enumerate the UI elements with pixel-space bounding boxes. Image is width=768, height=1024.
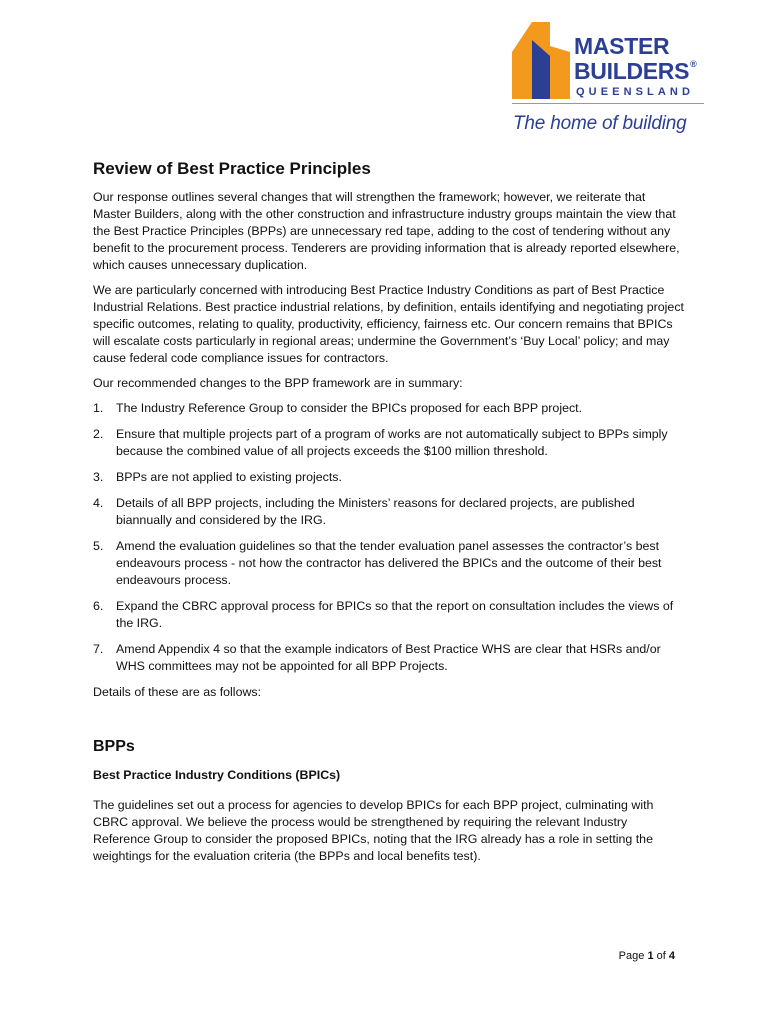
list-item-text: Expand the CBRC approval process for BPICs so that the report on consultation includes the views of the IRG. [116, 599, 674, 630]
of-label: of [656, 950, 666, 962]
list-item-text: Amend the evaluation guidelines so that the tender evaluation panel assesses the contractor’s best endeavours process - not how the contractor has delivered the BPICs and the outcome of their best endeavours process. [116, 539, 662, 587]
page-number [619, 950, 675, 962]
logo-wordmark [574, 35, 697, 98]
list-number: 7. [93, 642, 104, 656]
list-number: 4. [93, 496, 104, 510]
logo-divider [512, 103, 704, 104]
logo-word-master: MASTER [574, 33, 670, 59]
summary-intro: Our recommended changes to the BPP framework are in summary: [93, 376, 463, 390]
list-item [93, 641, 685, 675]
list-item [93, 495, 685, 529]
logo-word-queensland: QUEENSLAND [576, 86, 695, 98]
list-item-text: BPPs are not applied to existing projects. [116, 470, 342, 484]
current-page: 1 [647, 950, 654, 962]
list-number: 6. [93, 599, 104, 613]
logo-tagline: The home of building [513, 113, 687, 134]
list-item-text: Ensure that multiple projects part of a program of works are not automatically subject to BPPs simply because the combined value of all projects exceeds the $100 million threshold. [116, 427, 668, 458]
details-intro: Details of these are as follows: [93, 685, 262, 699]
list-item [93, 469, 685, 486]
page-label: Page [618, 950, 645, 962]
list-item [93, 426, 685, 460]
section-heading-bpps: BPPs [93, 738, 135, 755]
document-title: Review of Best Practice Principles [93, 159, 371, 178]
list-item [93, 538, 685, 589]
list-number: 2. [93, 427, 104, 441]
total-pages: 4 [668, 950, 675, 962]
recommendations-list [93, 400, 685, 675]
intro-paragraph-2: We are particularly concerned with introducing Best Practice Industry Conditions as part of Best Practice Industrial Relations. Best practice industrial relations, by definition, entails identifying and negotiating project specific outcomes, relating to quality, productivity, efficiency, fairness etc. Our concern remains that BPICs will escalate costs particularly in regional areas; undermine the Government’s ‘Buy Local’ policy; and may cause federal code compliance issues for contractors. [93, 283, 684, 365]
intro-paragraph-1: Our response outlines several changes that will strengthen the framework; however, we reiterate that Master Builders, along with the other construction and infrastructure industry groups maintain the view that the Best Practice Principles (BPPs) are unnecessary red tape, adding to the cost of tendering without any benefit to the procurement process. Tenderers are providing information that is already reported elsewhere, which causes unnecessary duplication. [93, 190, 680, 272]
list-number: 1. [93, 401, 104, 415]
registered-mark: ® [690, 59, 697, 69]
list-item-text: The Industry Reference Group to consider the BPICs proposed for each BPP project. [116, 401, 583, 415]
list-item-text: Amend Appendix 4 so that the example indicators of Best Practice WHS are clear that HSRs and/or WHS committees may not be appointed for all BPP Projects. [116, 642, 661, 673]
subsection-heading-bpics: Best Practice Industry Conditions (BPICs) [93, 768, 341, 782]
list-number: 5. [93, 539, 104, 553]
list-number: 3. [93, 470, 104, 484]
building-mark-icon [512, 22, 570, 100]
list-item [93, 598, 685, 632]
bpics-paragraph: The guidelines set out a process for agencies to develop BPICs for each BPP project, culminating with CBRC approval. We believe the process would be strengthened by requiring the relevant Industry Reference Group to consider the proposed BPICs, noting that the IRG already has a role in setting the weightings for the evaluation criteria (the BPPs and local benefits test). [93, 798, 654, 863]
list-item [93, 400, 685, 417]
logo-word-builders: BUILDERS® [574, 58, 697, 84]
master-builders-logo [512, 20, 712, 140]
document-body [93, 157, 685, 873]
list-item-text: Details of all BPP projects, including the Ministers’ reasons for declared projects, are published biannually and considered by the IRG. [116, 496, 635, 527]
